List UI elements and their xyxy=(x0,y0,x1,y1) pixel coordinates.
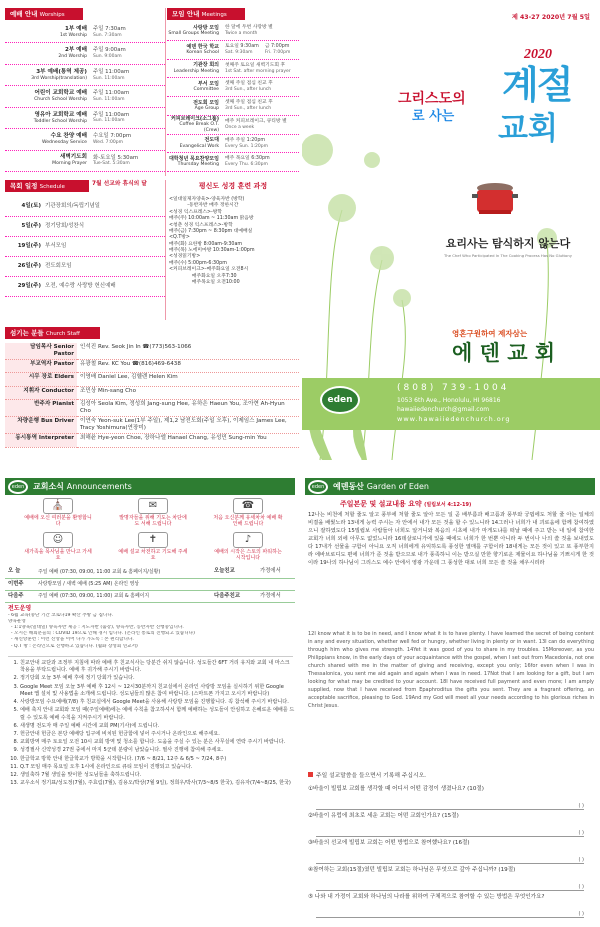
meeting-time: 한 달에 두번 사랑방 별 Twice a month xyxy=(225,25,273,37)
announcement-item: 1. 친교안내 교단과 조정부 지침에 따라 예배 후 친교식사는 당분간 쉬지 않습니다. 성도들간 6FT 거리 유지와 교회 내 마스크 착용을 부탁드립니다. 예배 후 귀가해 주시기 바랍니다. xyxy=(20,660,296,674)
training-line: -동반자반 매주 정한시간 xyxy=(169,203,239,209)
announcement-item: 5. 예배 축지 안내 교회와 모임 때(주일예배)에는 예배 수칙을 참고하셔서 함께 예배하는 성도들이 안심하고 은혜로운 예배를 드릴 수 있도록 예배 수칙을 지켜주시기 바랍니다. xyxy=(20,707,296,721)
worship-time: 화-토요일 5:30am Tue-Sat. 5:30am xyxy=(93,154,139,167)
church-email: hawaiiedenchurch@gmail.com xyxy=(397,406,490,413)
scripture-korean: 12나는 비천에 처할 줄도 알고 풍부에 처할 줄도 알아 모든 일 곧 배부름과 배고픔과 풍부와 궁핍에도 처할 줄 아는 일체의 비결을 배웠노라 13내게 능력 주시는 자 안에서 내가 모든 것을 할 수 있느니라 14그러나 너희가 내 괴로움에 함께 참여하였으니 잘하였도다 15빌립보 사람들아 너희도 알거니와 복음의 시초에 내가 마게도냐를 떠날 때에 주고 받는 내 일에 참여한 교회가 너희 외에 아무도 없었느니라 16데살로니가에 있을 때에도 너희가 한 번뿐 아니라 두 번이나 나의 쓸 것을 보내었도다 17내가 선물을 구함이 아니요 오직 너희에게 유익하도록 풍성한 열매를 구함이라 18내게는 모든 것이 있고 또 풍부한지라 에바브로디도 편에 너희가 준 것을 받으므로 내가 풍족하니 이는 받으실 만한 향기로운 제물이요 하나님을 기쁘시게 한 것이라 19나의 하나님이 그리스도 예수 안에서 영광 가운데 그 풍성한 대로 너희 모든 쓸 것을 채우시리라 xyxy=(308,512,594,566)
staff-names: 조민상 Min-sang Cho xyxy=(77,386,299,400)
announcement-item: 2. 정기당회 오늘 3부 예배 후에 정기 당회가 있습니다. xyxy=(20,675,296,682)
staff-header: 섬기는 분들 Church Staff xyxy=(5,327,100,339)
worship-row xyxy=(5,129,165,150)
meeting-row xyxy=(167,60,299,79)
notice-line: - 새신앙훈련 : 이런 신앙을 이어 나가 가도록 : 본 편리합니다. xyxy=(8,637,134,643)
cover-section xyxy=(302,0,600,470)
announcement-icon-card: ☎ 처음 오신분께 유세차차 예배 확인해 드립니다 xyxy=(213,500,283,528)
meeting-row xyxy=(167,153,299,172)
weekly-row: 이번주 사랑방모임 / 새벽 예배 (5:25 AM) 온라인 영상 xyxy=(5,578,295,590)
schedule-row xyxy=(5,197,165,217)
answer-line[interactable]: ( ) xyxy=(316,830,584,837)
staff-row xyxy=(5,386,299,400)
schedule-event: 부서모임 xyxy=(45,243,67,250)
scripture-english: 12I know what it is to be in need, and I know what it is to have plenty. I have learned the secret of being content in any and every situation, whether well fed or hungry, whether living in plenty or in want. 13I can do everything through him who gives me strength. 14Yet it was good of you to share in my troubles. 15Moreover, as you Philippians know, in the early days of your acquaintance with the gospel, when I set out from Macedonia, not one church shared with me in the matter of giving and receiving, except you only; 16for even when I was in Thessalonica, you sent me aid again and again when I was in need. 17Not that I am looking for a gift, but I am looking for what may be credited to your account. 18I have received full payment and even more; I am amply supplied, now that I have received from Epaphroditus the gifts you sent. They are a fragrant offering, an acceptable sacrifice, pleasing to God. 19And my God will meet all your needs according to his glorious riches in Christ Jesus. xyxy=(308,631,594,709)
worship-name: 수요 찬양 예배 Wednesday Service xyxy=(41,132,87,145)
schedule-row xyxy=(5,257,165,277)
staff-row xyxy=(5,434,299,448)
pot-title: 요리사는 탐식하지 않는다 xyxy=(445,237,571,250)
sermon-question: ③바울의 선교에 빌립보 교회는 어떤 방법으로 참여했나요? (16절) ( ) xyxy=(308,840,584,863)
meetings-header: 모임 안내 Meetings xyxy=(167,8,245,20)
answer-line[interactable]: ( ) xyxy=(316,911,584,918)
worship-row xyxy=(5,22,165,43)
worship-name: 어린이 교회학교 예배 Church School Worship xyxy=(34,90,87,103)
cover-subtitle-1: 그리스도의 xyxy=(398,91,466,107)
worship-row xyxy=(5,151,165,172)
announcement-icon-card: ✝ 예배 설교 차전하고 기도해 주세요 xyxy=(118,534,188,562)
training-line: <성경 익스프레스>-방학 xyxy=(169,209,222,215)
cover-title-2: 교회 xyxy=(498,111,558,147)
schedule-row xyxy=(5,277,165,297)
staff-names: 최해윤 Hye-yeon Choe, 장하나엘 Hanael Chang, 유성민 Sung-min You xyxy=(77,434,299,448)
answer-line[interactable]: ( ) xyxy=(316,803,584,810)
issue-date: 제 43-27 2020년 7월 5일 xyxy=(511,14,590,21)
announcement-icon: ☎ xyxy=(233,498,263,514)
worship-row xyxy=(5,86,165,107)
announcement-icon-card: ♪ 예배의 시작은 스토의 파워하는 시작입니다 xyxy=(214,534,282,562)
church-motto: 영혼구원하여 제자삼는 xyxy=(452,329,528,338)
notice-line: - Q.T 방 : 온라인으로 진행하고 있습니다. (월화 장성회 연교서) xyxy=(8,643,138,649)
announcement-icon: ☺ xyxy=(43,532,73,548)
schedule-date: 5일(주) xyxy=(21,223,41,230)
meeting-row xyxy=(167,22,299,41)
meetings-section xyxy=(167,8,299,175)
sermon-question: ⑤ 나와 내 가정이 교회와 하나님의 나라를 위하여 구체적으로 참여할 수 있는 방법은 무엇인가요? ( ) xyxy=(308,894,584,917)
announcement-item: 8. 교회방역 매주 토요일 오전 10시 교회 방역 및 청소를 합니다. 도움을 주실 수 있는 분은 사무실에 연락 주시기 바랍니다. xyxy=(20,739,296,746)
staff-row xyxy=(5,373,299,387)
meeting-name: 사랑방 모임 Small Groups Meeting xyxy=(168,24,219,37)
garden-header: 예덴동산 Garden of Eden xyxy=(305,478,595,495)
staff-table xyxy=(5,343,299,448)
worship-row xyxy=(5,43,165,64)
meeting-row xyxy=(167,78,299,97)
worship-time: 수요일 7:00pm Wed. 7:00pm xyxy=(93,133,132,145)
notice-line: - 1:1양육(일대일) 양육자반 제공 : 지도자반 (출강), 양육자반, 동반자반 진행중입니다. xyxy=(8,625,184,631)
schedule-header: 목회 일정 Schedule xyxy=(5,180,89,192)
question-header: 주일 설교말씀을 들으면서 기록해 주십시오. xyxy=(308,772,426,780)
meeting-row xyxy=(167,135,299,154)
weekly-table xyxy=(5,566,295,603)
worship-name: 영유아 교회학교 예배 Toddler School Worship xyxy=(33,111,87,124)
meeting-time: 매주 목요일 6:30pm Every Thu. 6:30pm xyxy=(225,156,270,168)
sermon-title: 주일본문 및 설교내용 요약 (빌립보서 4:12-19) xyxy=(340,500,472,508)
meeting-name: 전도대 Evangelical Work xyxy=(179,137,219,149)
announcement-list xyxy=(18,660,296,789)
schedule-section xyxy=(5,180,165,320)
church-phone: (808) 739-1004 xyxy=(397,383,510,393)
worship-name: 1부 예배 1st Worship xyxy=(59,25,87,38)
announcement-icons xyxy=(5,498,295,568)
weekly-row: 다음주 주일 예배 (07:30, 09:00, 11:00) 교회 & 홈페이지 다음주친교 가정에서 xyxy=(5,590,295,602)
meeting-name: 커피브레이크(소그룹) Coffee Break O.T.(Crew) xyxy=(170,115,219,133)
meeting-time: 토요일 9:30am Sat. 9:30am xyxy=(225,43,259,55)
worship-name: 2부 예배 2nd Worship xyxy=(58,47,87,60)
staff-role: 지휘자 Conductor xyxy=(5,386,77,400)
announcement-item: 12. 생일축하 7월 생일을 맞이한 성도님들을 축하드립니다. xyxy=(20,772,296,779)
training-line: <Q.T방> xyxy=(169,235,190,241)
church-name: 에 덴 교 회 xyxy=(452,341,556,365)
church-address: 1053 6th Ave., Honolulu, HI 96816 xyxy=(397,397,501,404)
meeting-time: 셋째 주일 점심 친교 후 3rd Sun., after lunch xyxy=(225,81,273,93)
announcement-icon: ✉ xyxy=(138,498,168,514)
announcement-item: 3. Google Meet 모임 오늘 3부 예배 후 12시 ~ 12시30분까지 친교실에서 온라인 사랑방 모임을 실시하기 위한 Google Meet 앱 설치 및 사용법을 소개해 드립니다. 성도님들의 많은 참여 바랍니다. (스마트폰 가지고 오시기 바랍니다) xyxy=(20,684,296,698)
schedule-event: 오전, 예수랑 사랑방 헌신예배 xyxy=(45,283,116,290)
training-title: 평신도 성경 훈련 과정 xyxy=(198,182,268,190)
answer-line[interactable]: ( ) xyxy=(316,857,584,864)
worship-time: 주일 11:00am Sun. 11:00am xyxy=(93,90,130,103)
announcement-item: 13. 교우소식 정기표/성도정(7월), 주효림(7월), 김용오/박상(7월 9일), 정희우/박사(7/3~8/5 한국), 김유자(7/4~8/25, 한국) xyxy=(20,780,296,787)
announcement-item: 7. 헌금안내 헌금은 본당 예배당 입구에 비치된 헌금함에 넣어 주시거나 온라인으로 해주세요. xyxy=(20,731,296,738)
meeting-name: 대학청년 목요찬양모임 Thursday Meeting xyxy=(168,156,219,168)
schedule-row xyxy=(5,237,165,257)
worship-name: 3부 예배(통역 제공) 3rd Worship(translation) xyxy=(31,68,87,81)
announcement-icon-card: ✉ 발명자들을 위해 기도는 차단에 도 서해 드립니다 xyxy=(119,500,187,528)
notice-line: - 6월 교육(중단 기간 코로나19 확산 추방 금 집니다. xyxy=(8,613,114,618)
announcement-icon-card: ☺ 새가족을 목사님을 만나고 가세요 xyxy=(24,534,92,562)
worship-row xyxy=(5,65,165,86)
staff-role: 담임목사 Senior Pastor xyxy=(5,343,77,359)
announcement-item: 6. 새생명 전도자 매 주일 예배 시간에 교회 PM(기사)에 드립니다. xyxy=(20,723,296,730)
meeting-row xyxy=(167,116,299,135)
training-line: 매주화요일 오후7:30 xyxy=(169,273,237,279)
training-line: 매주(화) 요한방 8:00am-9:30am xyxy=(169,241,243,247)
worship-name: 새벽기도회 Morning Prayer xyxy=(52,154,87,167)
notice-title: 전도운영 xyxy=(8,605,32,612)
meeting-name: 기관장 회의 Leadership Meeting xyxy=(173,62,219,74)
schedule-date: 4일(토) xyxy=(21,203,41,210)
announcement-icon-card: ⛪ 예배에 오신 여러분을 환영합니다 xyxy=(24,500,92,528)
worship-section xyxy=(5,8,165,175)
staff-row xyxy=(5,343,299,359)
announcement-icon: ✝ xyxy=(138,532,168,548)
announcement-item: 9. 성경필사 신약성경 27권 중에서 마지 5군데 분량이 남았습니다. 필사 진행에 참여해 주세요. xyxy=(20,747,296,754)
worship-time: 주일 11:00am Sun. 11:00am xyxy=(93,111,130,124)
cover-subtitle-2: 로 사는 xyxy=(412,109,455,124)
training-line: <커피브레이크>-매주화요일 오전8시 xyxy=(169,267,249,273)
answer-line[interactable]: ( ) xyxy=(316,884,584,891)
staff-row xyxy=(5,359,299,373)
staff-names: 이연숙 Yeon-suk Lee(1부 주일), 제1,2 남전도회(주일 오후), 이제임스 James Lee, Tracy Yoshimura(연장미) xyxy=(77,417,299,434)
staff-role: 부교역자 Pastor xyxy=(5,359,77,373)
staff-role: 반주자 Pianist xyxy=(5,400,77,417)
announcement-icon: ♪ xyxy=(233,532,263,548)
schedule-event: 정기당회/성찬식 xyxy=(45,223,85,230)
announcement-item: 4. 사랑방모임 수요예배(7/8) 후 친교실에서 Google Meet을 사용해 사랑방 모임을 진행합니다. 꼭 참석해 주시기 바랍니다. xyxy=(20,699,296,706)
eden-logo-small: eden xyxy=(8,480,28,494)
training-line: 매주(주) 10:00am ~ 11:30am 맑음방 xyxy=(169,216,254,222)
announcement-item: 10. 한글학교 방학 안내 한글학교가 방학을 시작합니다. (7/6 ~ 8/21, 12주 & 6/5 ~ 7/24, 8주) xyxy=(20,756,296,763)
training-line: 매주목요일 오전10:00 xyxy=(169,279,240,285)
meeting-name: 예덴 한국 학교 Korean School xyxy=(186,43,219,55)
schedule-event: 전도회모임 xyxy=(45,263,72,270)
weekly-row: 오 늘 주일 예배 (07:30, 09:00, 11:00 교회 & 홈페이지/실황) 오늘친교 가정에서 xyxy=(5,566,295,578)
staff-names: 김성아 Seola Kim, 정성희 Jang-sung Hee, 유하은 Haeun You, 조아현 Ah-Hyun Cho xyxy=(77,400,299,417)
meeting-time: 매주 주일 1:20pm Every Sun. 1:20pm xyxy=(225,137,268,149)
meeting-time: 매주 커피브레이크, 큐티방 별 Once a week xyxy=(225,118,287,130)
training-line: <청춘 성경 익스프레스>-방학 xyxy=(169,222,233,228)
schedule-event: 기관장회의/독립기념일 xyxy=(45,203,100,210)
meeting-row xyxy=(167,41,299,60)
cooking-pot-icon xyxy=(472,180,518,220)
staff-role: 동시통역 Interpreter xyxy=(5,434,77,448)
cover-title-1: 계절 xyxy=(502,63,572,107)
schedule-date: 26일(주) xyxy=(17,263,41,270)
cover-year: 2020 xyxy=(524,47,552,62)
meeting-name: 부서 모임 Committee xyxy=(193,81,219,93)
announcement-icon: ⛪ xyxy=(43,498,73,514)
pot-subtitle: The Chef Who Participated In The Cooking Process Has No Gluttony xyxy=(443,253,573,258)
announcement-item: 11. Q.T 모임 매주 목요일 오후 1시에 온라인으로 큐티 모임이 진행되고 있습니다. xyxy=(20,764,296,771)
worship-header: 예배 안내 Worships xyxy=(5,8,83,20)
eden-logo-garden: eden xyxy=(308,480,328,494)
training-line: 매주(목) 노에미마방 10:30am-1:00pm xyxy=(169,248,255,253)
worship-time: 주일 7:30am Sun. 7:30am xyxy=(93,26,126,38)
meeting-time: 첫째주 토요일 새벽기도회 후 1st Sat. after morning prayer xyxy=(225,62,291,74)
staff-names: 이영배 Daniel Lee, 김헬렌 Helen Kim xyxy=(77,373,299,387)
training-line: <일대일제자양육>-양육자반 (방학) xyxy=(169,197,245,202)
sermon-question: ①바울이 빌립보 교회를 생각할 때 어디서 어떤 감정이 생겼나요? (10절) ( ) xyxy=(308,786,584,809)
training-line: 매주(수) 5:00pm-6:30pm xyxy=(169,260,227,266)
training-section xyxy=(167,180,299,320)
church-website[interactable]: www.hawaiiedenchurch.org xyxy=(397,415,511,423)
worship-time: 주일 9:00am Sun. 9:00am xyxy=(93,47,126,60)
notice-line: 양육운영 xyxy=(8,619,26,625)
training-line: <성경읽기방> xyxy=(169,254,201,260)
schedule-date: 29일(주) xyxy=(17,283,41,290)
sermon-question: ④참여하는 교회(15절)였던 빌립보 교회는 하나님은 무엇으로 갚아 주십니까? (19절) ( ) xyxy=(308,867,584,890)
worship-time: 주일 11:00am Sun. 11:00am xyxy=(93,68,130,81)
staff-names: 인석진 Rev. Seok Jin In ☎(773)563-1066 xyxy=(77,343,299,359)
meeting-row xyxy=(167,97,299,116)
staff-row xyxy=(5,400,299,417)
meeting-time: 셋째 주일 점심 친교 후 3rd Sun., after lunch xyxy=(225,100,273,112)
staff-section xyxy=(5,327,299,457)
staff-names: 유광철 Rev. KC You ☎(816)469-6438 xyxy=(77,359,299,373)
staff-row xyxy=(5,417,299,434)
meeting-time-2: 금 7:00pm Fri. 7:00pm xyxy=(264,43,291,55)
schedule-date: 19일(주) xyxy=(17,243,41,250)
staff-role: 시무 장로 Elders xyxy=(5,373,77,387)
schedule-note: 7월 선교와 휴식의 달 xyxy=(92,181,147,187)
schedule-row xyxy=(5,217,165,237)
worship-row xyxy=(5,108,165,129)
announcements-header: 교회소식 Announcements xyxy=(5,478,295,495)
staff-role: 차량운행 Bus Driver xyxy=(5,417,77,434)
meeting-name: 전도회 모임 Age Group xyxy=(193,99,219,112)
training-line: 매주(금) 7:30pm ~ 8:30pm 대예배실 xyxy=(169,228,253,234)
notice-line: - 오시는 해외분들의 : COVID 19으로 인해 경시 임니다. (온라인 통로의 진행되고 있습니다) xyxy=(8,631,195,637)
eden-logo: eden xyxy=(320,386,360,414)
sermon-question: ②바울이 유럽에 최초로 세운 교회는 어떤 교회인가요? (15절) ( ) xyxy=(308,813,584,836)
